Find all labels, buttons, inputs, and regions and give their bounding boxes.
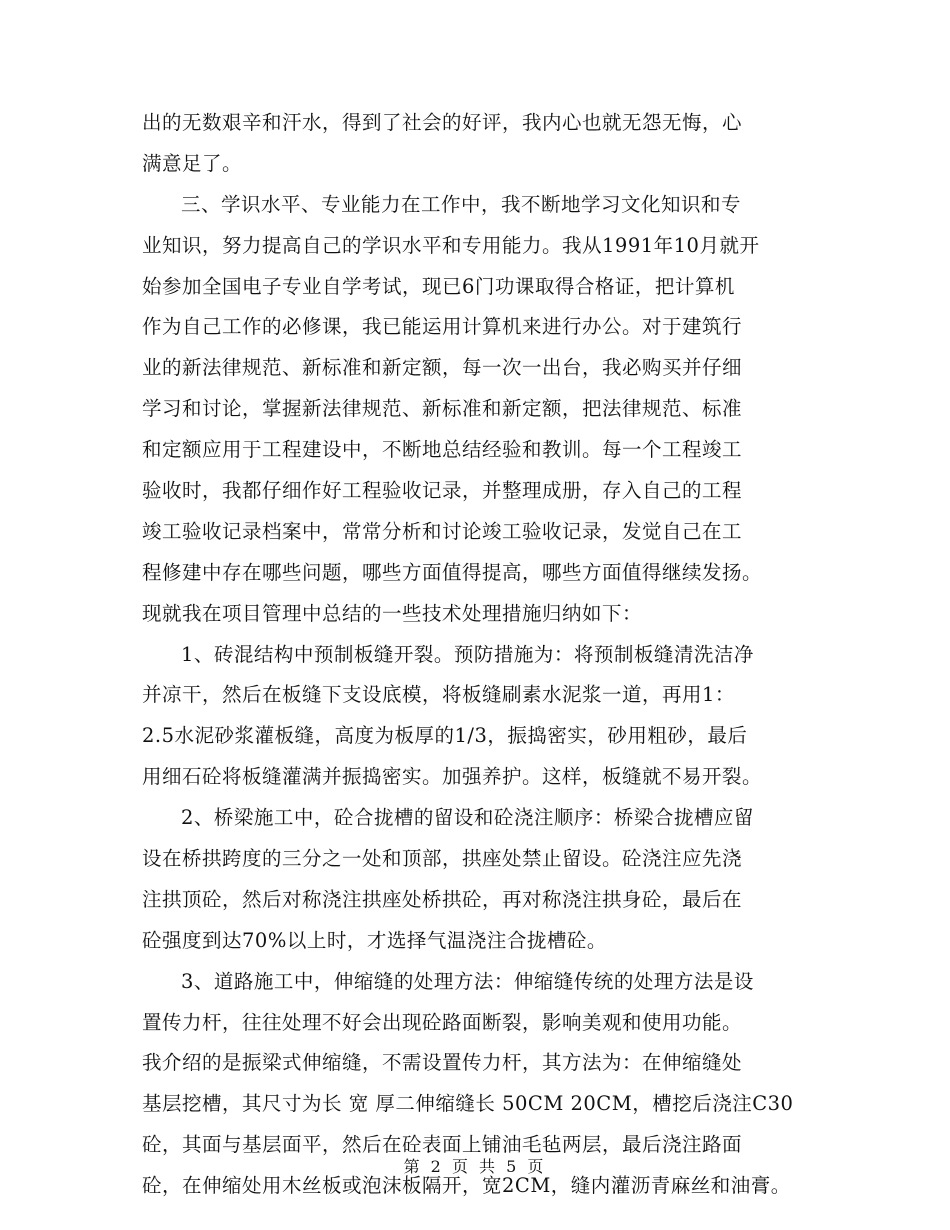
- text-line: 业知识，努力提高自己的学识水平和专用能力。我从1991年10月就开: [142, 233, 760, 257]
- text-line: 设在桥拱跨度的三分之一处和顶部，拱座处禁止留设。砼浇注应先浇: [142, 847, 743, 871]
- text-line: 出的无数艰辛和汗水，得到了社会的好评，我内心也就无怨无悔，心: [142, 111, 743, 134]
- text-line: 现就我在项目管理中总结的一些技术处理措施归纳如下：: [142, 601, 643, 625]
- text-line: 业的新法律规范、新标准和新定额，每一次一出台，我必购买并仔细: [142, 356, 743, 380]
- text-line: 3、道路施工中，伸缩缝的处理方法：伸缩缝传统的处理方法是设: [181, 969, 754, 993]
- body-text: [142, 103, 832, 1207]
- text-line: 2.5水泥砂浆灌板缝，高度为板厚的1/3，振捣密实，砂用粗砂，最后: [142, 724, 748, 748]
- text-line: 砼强度到达70%以上时，才选择气温浇注合拢槽砼。: [142, 928, 607, 952]
- text-line: 砼，在伸缩处用木丝板或泡沫板隔开，宽2CM，缝内灌沥青麻丝和油膏。: [142, 1174, 791, 1198]
- text-line: 用细石砼将板缝灌满并振捣密实。加强养护。这样，板缝就不易开裂。: [142, 765, 763, 789]
- text-line: 竣工验收记录档案中，常常分析和讨论竣工验收记录，发觉自己在工: [142, 519, 743, 543]
- page-footer: 第 2 页 共 5 页: [403, 1157, 547, 1176]
- text-line: 作为自己工作的必修课，我已能运用计算机来进行办公。对于建筑行: [142, 315, 743, 339]
- text-line: 置传力杆，往往处理不好会出现砼路面断裂，影响美观和使用功能。: [142, 1010, 743, 1034]
- text-line: 2、桥梁施工中，砼合拢槽的留设和砼浇注顺序：桥梁合拢槽应留: [181, 806, 754, 830]
- text-line: 砼，其面与基层面平，然后在砼表面上铺油毛毡两层，最后浇注路面: [142, 1133, 743, 1157]
- text-line: 学习和讨论，掌握新法律规范、新标准和新定额，把法律规范、标准: [142, 397, 743, 421]
- text-line: 满意足了。: [142, 151, 243, 175]
- text-line: 三、学识水平、专业能力在工作中，我不断地学习文化知识和专: [181, 192, 742, 216]
- text-line: 我介绍的是振梁式伸缩缝，不需设置传力杆，其方法为：在伸缩缝处: [142, 1051, 743, 1075]
- text-line: 基层挖槽，其尺寸为长 宽 厚二伸缩缝长 50CM 20CM，槽挖后浇注C30: [142, 1092, 794, 1116]
- text-line: 注拱顶砼，然后对称浇注拱座处桥拱砼，再对称浇注拱身砼，最后在: [142, 887, 743, 911]
- text-line: 程修建中存在哪些问题，哪些方面值得提高，哪些方面值得继续发扬。: [142, 560, 763, 584]
- text-line: 并凉干，然后在板缝下支设底模，将板缝刷素水泥浆一道，再用1：: [142, 683, 735, 707]
- text-line: 和定额应用于工程建设中，不断地总结经验和教训。每一个工程竣工: [142, 438, 743, 462]
- text-line: 验收时，我都仔细作好工程验收记录，并整理成册，存入自己的工程: [142, 479, 743, 503]
- text-line: 始参加全国电子专业自学考试，现已6门功课取得合格证，把计算机: [142, 274, 735, 298]
- text-line: 1、砖混结构中预制板缝开裂。预防措施为：将预制板缝清洗洁净: [181, 642, 754, 666]
